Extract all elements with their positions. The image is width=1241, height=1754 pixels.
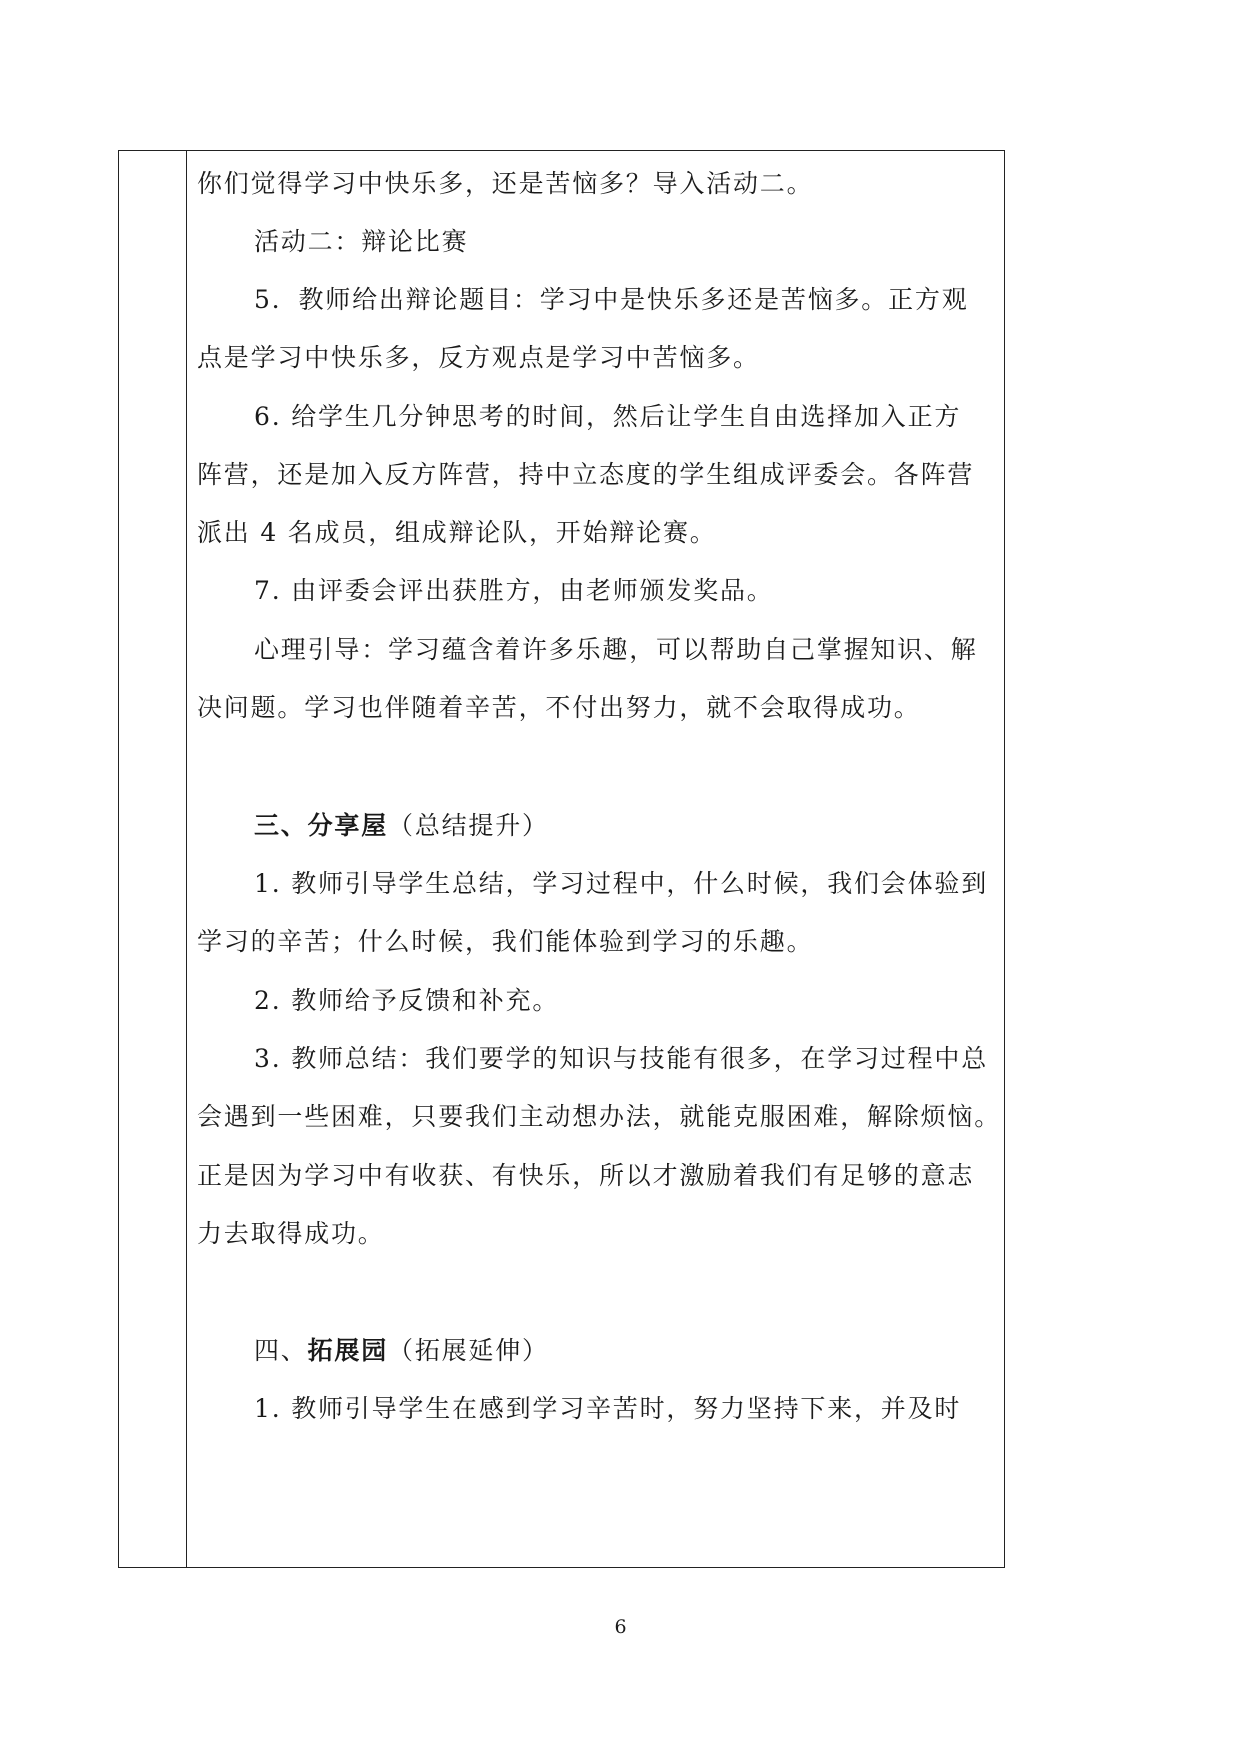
section-heading-4-prefix: 四、 [254,1336,308,1365]
content-cell [197,150,1002,1568]
text-line: 1. 教师引导学生在感到学习辛苦时，努力坚持下来，并及时 [254,1394,962,1423]
text-line: 1. 教师引导学生总结，学习过程中，什么时候，我们会体验到 [254,869,989,898]
text-line: 力去取得成功。 [197,1219,385,1248]
text-line: 5．教师给出辩论题目：学习中是快乐多还是苦恼多。正方观 [254,285,969,314]
text-line: 正是因为学习中有收获、有快乐，所以才激励着我们有足够的意志 [197,1161,975,1190]
section-heading-4-note: （拓展延伸） [388,1336,549,1365]
activity-heading: 活动二：辩论比赛 [254,227,469,256]
section-heading-4 [254,1335,549,1367]
section-heading-3-title: 三、分享屋 [254,811,389,840]
text-line: 学习的辛苦；什么时候，我们能体验到学习的乐趣。 [197,927,814,956]
text-line: 你们觉得学习中快乐多，还是苦恼多？导入活动二。 [197,169,814,198]
text-line: 2. 教师给予反馈和补充。 [254,986,560,1015]
text-line: 心理引导：学习蕴含着许多乐趣，可以帮助自己掌握知识、解 [254,635,978,664]
section-heading-3 [254,810,549,842]
text-line: 3. 教师总结：我们要学的知识与技能有很多，在学习过程中总 [254,1044,989,1073]
text-line: 决问题。学习也伴随着辛苦，不付出努力，就不会取得成功。 [197,693,921,722]
section-heading-4-title: 拓展园 [307,1336,389,1365]
text-line: 会遇到一些困难，只要我们主动想办法，就能克服困难，解除烦恼。 [197,1102,1002,1131]
column-divider [186,150,187,1568]
text-line: 派出 4 名成员，组成辩论队，开始辩论赛。 [197,518,717,547]
text-line: 6. 给学生几分钟思考的时间，然后让学生自由选择加入正方 [254,402,962,431]
text-line: 点是学习中快乐多，反方观点是学习中苦恼多。 [197,343,760,372]
text-line: 7. 由评委会评出获胜方，由老师颁发奖品。 [254,576,774,605]
text-line: 阵营，还是加入反方阵营，持中立态度的学生组成评委会。各阵营 [197,460,975,489]
page-number: 6 [614,1616,627,1638]
section-heading-3-note: （总结提升） [388,811,549,840]
